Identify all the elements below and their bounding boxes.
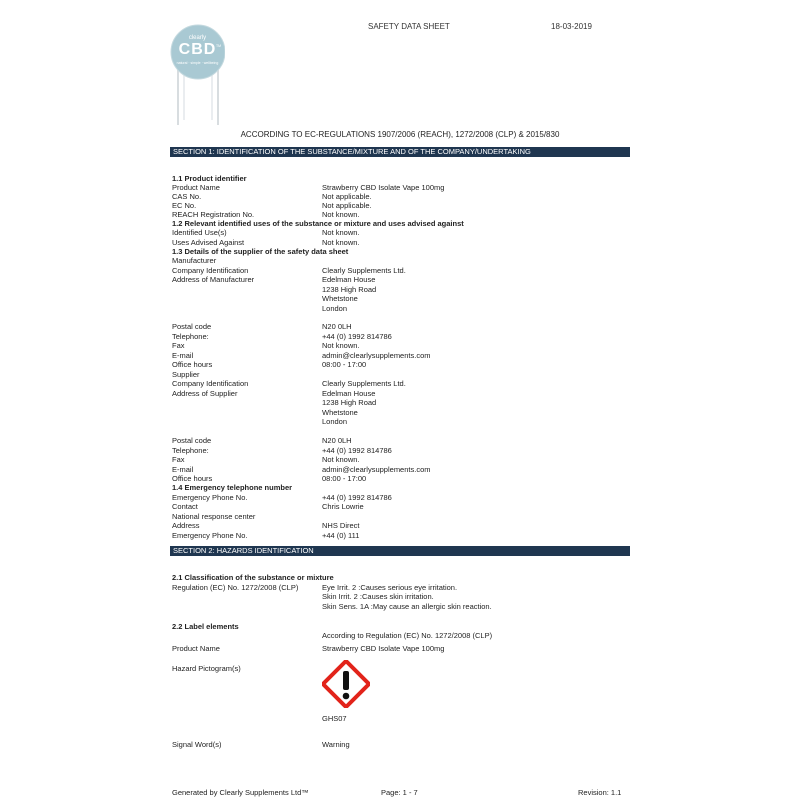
subsection-1-2: 1.2 Relevant identified uses of the substance or mixture and uses advised against — [172, 219, 464, 228]
field-label: Fax — [172, 455, 185, 464]
subsection-1-4: 1.4 Emergency telephone number — [172, 483, 293, 492]
email-link[interactable]: admin@clearlysupplements.com — [322, 350, 431, 360]
field-row — [172, 592, 632, 601]
field-value: Not applicable. — [322, 200, 372, 210]
field-row — [172, 304, 632, 313]
field-value: Edelman House — [322, 275, 376, 284]
field-value: +44 (0) 111 — [322, 530, 360, 540]
section-2-header: SECTION 2: HAZARDS IDENTIFICATION — [170, 546, 630, 556]
logo-tm: TM — [216, 44, 222, 48]
field-value: +44 (0) 1992 814786 — [322, 445, 392, 455]
field-row — [172, 210, 632, 219]
field-row — [172, 266, 632, 275]
field-value: Strawberry CBD Isolate Vape 100mg — [322, 644, 445, 653]
field-value: +44 (0) 1992 814786 — [322, 331, 392, 341]
logo-tagline: natural · simple · wellbeing — [176, 61, 219, 65]
field-row — [172, 238, 632, 247]
field-value: Skin Sens. 1A :May cause an allergic skin reaction. — [322, 601, 492, 611]
address-line: London — [322, 417, 348, 426]
field-label: Office hours — [172, 360, 213, 369]
footer-page: Page: 1 - 7 — [381, 788, 418, 797]
field-row — [172, 389, 632, 398]
field-row — [172, 275, 632, 284]
field-value: 08:00 - 17:00 — [322, 360, 367, 369]
field-row — [172, 256, 632, 265]
field-row — [172, 192, 632, 201]
document-date: 18-03-2019 — [551, 22, 592, 31]
ghs-code: GHS07 — [322, 714, 347, 723]
address-line: 1238 High Road — [322, 398, 377, 407]
field-row — [172, 446, 632, 455]
field-value: Chris Lowrie — [322, 502, 364, 511]
field-row — [172, 285, 632, 294]
field-row — [172, 370, 632, 379]
field-row — [172, 436, 632, 445]
field-label: Address of Supplier — [172, 388, 238, 398]
field-value: Not known. — [322, 209, 360, 219]
field-row — [172, 493, 632, 502]
subsection-1-1: 1.1 Product identifier — [172, 174, 247, 183]
field-label: Product Name — [172, 182, 220, 192]
field-label: Office hours — [172, 474, 213, 483]
field-row — [172, 502, 632, 511]
field-label: Fax — [172, 341, 185, 350]
field-value: Clearly Supplements Ltd. — [322, 265, 406, 275]
field-label: E-mail — [172, 350, 194, 360]
field-value: 08:00 - 17:00 — [322, 474, 367, 483]
field-label: Supplier — [172, 369, 200, 379]
footer-revision: Revision: 1.1 — [578, 788, 622, 797]
field-row — [172, 201, 632, 210]
field-label: CAS No. — [172, 191, 202, 201]
field-value: +44 (0) 1992 814786 — [322, 492, 392, 502]
field-label: Postal code — [172, 436, 212, 445]
field-value: Not applicable. — [322, 191, 372, 201]
field-row — [172, 583, 632, 592]
company-logo — [170, 20, 225, 125]
field-row — [172, 360, 632, 369]
address-line: London — [322, 303, 348, 313]
document-title: SAFETY DATA SHEET — [368, 22, 450, 31]
regulation-line: ACCORDING TO EC-REGULATIONS 1907/2006 (REACH), 1272/2008 (CLP) & 2015/830 — [240, 130, 560, 139]
section-1-header: SECTION 1: IDENTIFICATION OF THE SUBSTANCE/MIXTURE AND OF THE COMPANY/UNDERTAKING — [170, 147, 630, 157]
footer-generated: Generated by Clearly Supplements Ltd™ — [172, 788, 309, 797]
field-label: EC No. — [172, 200, 197, 210]
field-row — [172, 379, 632, 388]
field-row — [172, 664, 632, 673]
field-row — [172, 455, 632, 464]
field-row — [172, 531, 632, 540]
field-row — [172, 351, 632, 360]
field-label: Telephone: — [172, 331, 209, 341]
field-label: REACH Registration No. — [172, 209, 255, 219]
field-value: N20 0LH — [322, 436, 352, 445]
address-line: Whetstone — [322, 294, 358, 303]
field-label: E-mail — [172, 464, 194, 474]
field-value: Not known. — [322, 455, 360, 464]
field-row — [172, 341, 632, 350]
field-row — [172, 474, 632, 483]
field-label: Contact — [172, 502, 198, 511]
logo-brand: clearly — [188, 35, 207, 41]
field-row — [172, 417, 632, 426]
field-value: NHS Direct — [322, 521, 360, 530]
exclamation-icon — [322, 660, 370, 708]
field-label: Emergency Phone No. — [172, 492, 248, 502]
field-value: N20 0LH — [322, 322, 352, 331]
field-label: Regulation (EC) No. 1272/2008 (CLP) — [172, 582, 299, 592]
field-row — [172, 322, 632, 331]
field-row — [172, 644, 632, 653]
field-label: Address of Manufacturer — [172, 275, 255, 284]
field-value: Clearly Supplements Ltd. — [322, 379, 406, 388]
field-label: Identified Use(s) — [172, 228, 227, 237]
field-row — [172, 408, 632, 417]
field-label: Telephone: — [172, 445, 209, 455]
subsection-1-3: 1.3 Details of the supplier of the safety data sheet — [172, 247, 349, 256]
field-label: Company Identification — [172, 379, 249, 388]
field-label: National response center — [172, 511, 256, 521]
field-label: Hazard Pictogram(s) — [172, 664, 241, 673]
field-row — [172, 602, 632, 611]
field-value: Edelman House — [322, 388, 376, 398]
field-label: Emergency Phone No. — [172, 530, 248, 540]
field-row — [172, 398, 632, 407]
field-value: Skin Irrit. 2 :Causes skin irritation. — [322, 592, 434, 601]
logo-mark: CBD — [178, 41, 217, 58]
field-label: Product Name — [172, 644, 220, 653]
field-row — [172, 294, 632, 303]
signal-word: Warning — [322, 740, 350, 749]
field-row — [172, 512, 632, 521]
field-label: Signal Word(s) — [172, 740, 222, 749]
field-label: Postal code — [172, 322, 212, 331]
email-link[interactable]: admin@clearlysupplements.com — [322, 464, 431, 474]
field-value: Not known. — [322, 341, 360, 350]
field-row — [172, 740, 632, 749]
ghs07-pictogram — [322, 660, 370, 708]
subsection-2-2: 2.2 Label elements — [172, 622, 239, 631]
field-label: Address — [172, 521, 200, 530]
address-line: Whetstone — [322, 407, 358, 417]
field-value: According to Regulation (EC) No. 1272/2008 (CLP) — [322, 630, 493, 640]
field-row — [172, 631, 632, 640]
field-row — [172, 228, 632, 237]
field-row — [172, 521, 632, 530]
field-row — [172, 465, 632, 474]
field-value: Not known. — [322, 228, 360, 237]
field-row — [172, 714, 632, 723]
field-row — [172, 183, 632, 192]
field-value: Eye Irrit. 2 :Causes serious eye irritation. — [322, 582, 458, 592]
field-value: Not known. — [322, 237, 360, 247]
field-label: Uses Advised Against — [172, 237, 245, 247]
field-value: Strawberry CBD Isolate Vape 100mg — [322, 182, 445, 192]
field-row — [172, 332, 632, 341]
subsection-2-1: 2.1 Classification of the substance or mixture — [172, 573, 334, 582]
address-line: 1238 High Road — [322, 284, 377, 294]
field-label: Company Identification — [172, 265, 249, 275]
field-label: Manufacturer — [172, 256, 217, 265]
